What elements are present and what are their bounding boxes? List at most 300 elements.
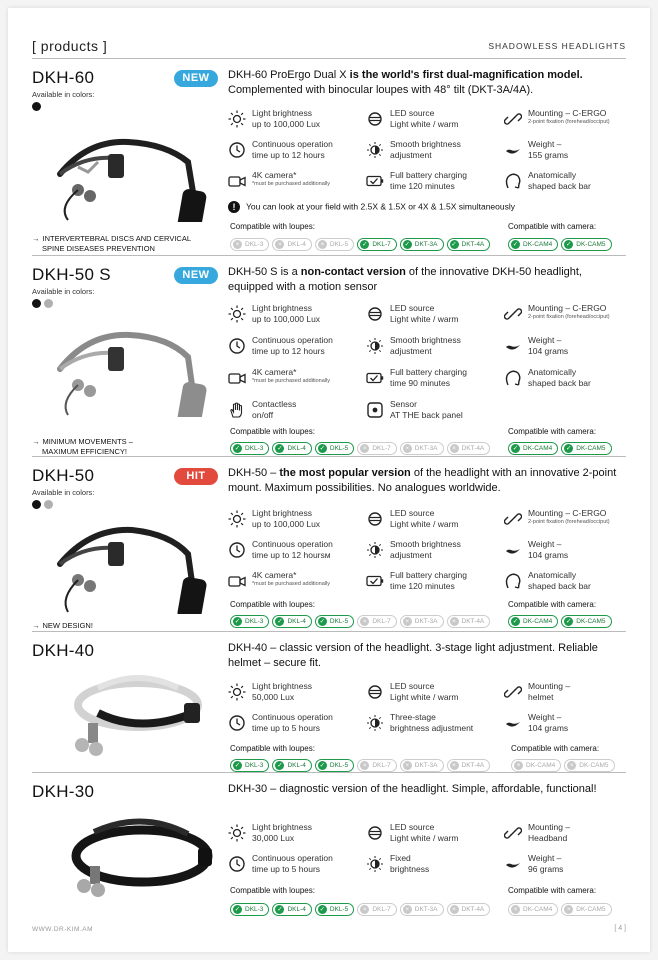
- clock-icon: [228, 855, 246, 873]
- feature-text: [528, 367, 591, 389]
- feature-line-1: Continuous operation: [252, 139, 333, 149]
- compatible-loupes-list: [230, 238, 490, 251]
- cross-icon: ×: [511, 905, 520, 914]
- feature-text: [252, 570, 330, 588]
- feature-clock: [228, 335, 363, 365]
- compat-pill-label: DKL-7: [372, 618, 391, 625]
- exclamation-icon: !: [228, 201, 240, 213]
- product-description: DKH-40 – classic version of the headlight. 3-stage light adjustment. Reliable helmet – secure fit.: [228, 642, 598, 670]
- headlight-photo: [38, 112, 218, 222]
- feature-line-2: adjustment: [390, 150, 432, 161]
- feature-line-2: helmet: [528, 692, 554, 703]
- feature-line-1: Mounting – C-ERGO: [528, 303, 607, 313]
- feature-brightness: [228, 681, 363, 711]
- feature-weight: [504, 539, 639, 569]
- compat-pill-label: DKL-5: [329, 762, 349, 769]
- led-icon: [366, 683, 384, 701]
- feature-line-1: Weight –: [528, 139, 562, 149]
- compatible-camera-list: [508, 615, 612, 628]
- feature-camera: [228, 570, 363, 600]
- compat-pill-label: DKL-4: [287, 618, 306, 625]
- feature-text: [528, 822, 570, 844]
- check-icon: ✓: [566, 618, 572, 625]
- compat-pill-dkl-3: [230, 442, 269, 455]
- feature-line-1: Weight –: [528, 853, 562, 863]
- feature-text: [390, 170, 467, 192]
- feature-text: [252, 399, 296, 421]
- feature-line-2: 155 grams: [528, 150, 569, 161]
- feature-battery: [366, 170, 501, 200]
- compat-pill-dk-cam5: [564, 759, 614, 772]
- compat-pill-dkt-3a: [400, 903, 444, 916]
- feature-line-2: on/off: [252, 410, 274, 421]
- compat-pill-dkl-4: [272, 238, 311, 251]
- feature-text: [528, 303, 610, 321]
- feature-line-2: time 120 minutes: [390, 181, 455, 192]
- feature-line-1: Continuous operation: [252, 712, 333, 722]
- cross-icon: ×: [403, 761, 412, 770]
- headlight-photo: [38, 663, 218, 763]
- feature-line-1: Weight –: [528, 712, 562, 722]
- compat-pill-dkt-3a: [400, 238, 444, 251]
- feature-mount: [504, 681, 639, 711]
- feature-line-2: 50,000 Lux: [252, 692, 295, 703]
- check-icon: ✓: [404, 241, 410, 248]
- feature-line-2: brightness adjustment: [390, 723, 474, 734]
- new-badge: NEW: [174, 70, 218, 87]
- product-note: → INTERVERTEBRAL DISCS AND CERVICAL SPINE DISEASES PREVENTION: [32, 234, 192, 253]
- feature-line-2: Headband: [528, 833, 568, 844]
- compat-pill-label: DK-CAM5: [576, 241, 606, 248]
- cross-icon: ×: [275, 240, 284, 249]
- cross-icon: ×: [360, 905, 369, 914]
- feature-footnote: 2-point fixation (forehead/occiput): [528, 314, 610, 321]
- feature-line-2: time up to 5 hours: [252, 723, 321, 734]
- feature-dimmer: [366, 139, 501, 169]
- feature-line-2: 30,000 Lux: [252, 833, 295, 844]
- led-icon: [366, 305, 384, 323]
- head-icon: [504, 369, 522, 387]
- weight-icon: [504, 855, 522, 873]
- compat-pill-dkt-3a: [400, 759, 444, 772]
- feature-camera: [228, 367, 363, 397]
- feature-clock: [228, 139, 363, 169]
- compat-pill-label: DKL-7: [372, 906, 391, 913]
- compat-pill-dkt-3a: [400, 615, 444, 628]
- mount-icon: [504, 305, 522, 323]
- feature-text: [528, 108, 610, 126]
- cross-icon: ×: [450, 444, 459, 453]
- led-icon: [366, 110, 384, 128]
- feature-line-1: Light brightness: [252, 508, 313, 518]
- compat-pill-dk-cam5: [561, 442, 611, 455]
- feature-line-2: time up to 12 hours: [252, 346, 325, 357]
- compat-pill-dkt-4a: [447, 759, 491, 772]
- compat-pill-dkl-4: [272, 615, 311, 628]
- feature-text: [528, 139, 568, 161]
- compat-pill-label: DK-CAM4: [523, 906, 553, 913]
- feature-line-1: Anatomically: [528, 170, 577, 180]
- feature-led: [366, 822, 501, 852]
- compatible-camera-list: [511, 759, 615, 772]
- compat-pill-dk-cam4: [508, 442, 558, 455]
- feature-footnote: 2-point fixation (forehead/occiput): [528, 119, 610, 126]
- sensor-icon: [366, 401, 384, 419]
- cross-icon: ×: [514, 761, 523, 770]
- compat-pill-dkl-3: [230, 759, 269, 772]
- cross-icon: ×: [403, 905, 412, 914]
- compat-pill-label: DK-CAM5: [576, 906, 606, 913]
- feature-led: [366, 108, 501, 138]
- compatible-loupes-list: [230, 442, 490, 455]
- feature-line-2: Light white / warm: [390, 119, 459, 130]
- compat-pill-label: DKT-3A: [414, 445, 438, 452]
- feature-text: [252, 853, 333, 875]
- head-icon: [504, 172, 522, 190]
- compat-pill-dkl-5: [315, 238, 354, 251]
- cross-icon: ×: [403, 617, 412, 626]
- feature-brightness: [228, 822, 363, 852]
- brightness-icon: [228, 110, 246, 128]
- compat-pill-dkl-7: [357, 759, 396, 772]
- feature-line-2: adjustment: [390, 346, 432, 357]
- feature-text: [252, 108, 320, 130]
- category-label: SHADOWLESS HEADLIGHTS: [488, 41, 626, 51]
- check-icon: ✓: [512, 618, 519, 625]
- mount-icon: [504, 683, 522, 701]
- feature-text: [390, 853, 429, 875]
- feature-led: [366, 508, 501, 538]
- led-icon: [366, 510, 384, 528]
- compat-pill-dkl-4: [272, 903, 311, 916]
- feature-text: [252, 712, 333, 734]
- feature-text: [528, 681, 570, 703]
- feature-line-2: up to 100,000 Lux: [252, 519, 321, 530]
- feature-line-2: time up to 12 hours: [252, 150, 325, 161]
- section-divider: [32, 255, 626, 256]
- compat-pill-label: DKT-4A: [461, 241, 485, 248]
- compat-pill-dkl-7: [357, 442, 396, 455]
- feature-text: [390, 399, 463, 421]
- feature-head: [504, 170, 639, 200]
- product-name: DKH-30: [32, 782, 95, 801]
- check-icon: ✓: [319, 445, 326, 452]
- feature-text: [252, 170, 330, 188]
- compatible-camera-label: Compatible with camera:: [511, 744, 600, 753]
- cross-icon: ×: [564, 905, 573, 914]
- weight-icon: [504, 541, 522, 559]
- feature-text: [390, 303, 459, 325]
- compat-pill-dk-cam5: [561, 238, 611, 251]
- compat-pill-label: DKT-4A: [461, 618, 485, 625]
- compat-pill-label: DK-CAM4: [523, 618, 553, 625]
- feature-line-1: LED source: [390, 681, 435, 691]
- feature-dimmer: [366, 539, 501, 569]
- compatible-loupes-label: Compatible with loupes:: [230, 886, 315, 895]
- compatible-camera-list: [508, 238, 612, 251]
- check-icon: ✓: [277, 906, 283, 913]
- cross-icon: ×: [233, 240, 242, 249]
- new-badge: NEW: [174, 267, 218, 284]
- product-name: DKH-50 S: [32, 265, 111, 284]
- feature-weight: [504, 853, 639, 883]
- compat-pill-label: DKL-4: [287, 762, 306, 769]
- compatible-camera-label: Compatible with camera:: [508, 886, 597, 895]
- compatible-camera-label: Compatible with camera:: [508, 222, 597, 231]
- feature-text: [390, 335, 461, 357]
- feature-mount: [504, 108, 639, 138]
- product-description: DKH-50 S is a non-contact version of the innovative DKH-50 headlight, equipped with a motion sensor: [228, 266, 582, 294]
- product-name: DKH-40: [32, 641, 95, 660]
- cross-icon: ×: [567, 761, 576, 770]
- feature-text: [528, 539, 568, 561]
- compat-pill-label: DKL-3: [245, 618, 264, 625]
- compatible-loupes-list: [230, 759, 490, 772]
- product-description: DKH-30 – diagnostic version of the headlight. Simple, affordable, functional!: [228, 783, 597, 795]
- feature-text: [252, 335, 333, 357]
- compat-pill-dk-cam4: [508, 615, 558, 628]
- section-divider: [32, 772, 626, 773]
- available-colors-label: Available in colors:: [32, 90, 95, 99]
- compatible-camera-list: [508, 903, 612, 916]
- compat-pill-label: DKL-4: [287, 906, 306, 913]
- clock-icon: [228, 714, 246, 732]
- feature-line-1: LED source: [390, 508, 435, 518]
- feature-weight: [504, 712, 639, 742]
- brightness-icon: [228, 683, 246, 701]
- check-icon: ✓: [234, 445, 241, 452]
- compat-pill-dk-cam4: [511, 759, 561, 772]
- weight-icon: [504, 141, 522, 159]
- feature-camera: [228, 170, 363, 200]
- feature-footnote: 2-point fixation (forehead/occiput): [528, 519, 610, 526]
- feature-line-1: Continuous operation: [252, 853, 333, 863]
- compat-pill-label: DKT-4A: [461, 762, 485, 769]
- compat-pill-label: DKT-3A: [414, 618, 438, 625]
- product-description: DKH-50 – the most popular version of the headlight with an innovative 2-point mount. Maximum possibilities. No analogues worldwide.: [228, 467, 617, 495]
- hand-icon: [228, 401, 246, 419]
- head-icon: [504, 572, 522, 590]
- dimmer-icon: [366, 855, 384, 873]
- compat-pill-label: DKL-5: [329, 241, 349, 248]
- website-url: WWW.DR-KIM.AM: [32, 926, 94, 933]
- feature-line-1: Light brightness: [252, 681, 313, 691]
- check-icon: ✓: [512, 445, 519, 452]
- feature-text: [252, 822, 312, 844]
- feature-head: [504, 367, 639, 397]
- feature-text: [390, 570, 467, 592]
- dimmer-icon: [366, 337, 384, 355]
- feature-line-1: LED source: [390, 303, 435, 313]
- compatible-loupes-label: Compatible with loupes:: [230, 427, 315, 436]
- product-name: DKH-50: [32, 466, 95, 485]
- compat-pill-label: DKL-5: [329, 618, 349, 625]
- simultaneous-view-notice: ! You can look at your field with 2.5X & 1.5X or 4X & 1.5X simultaneously: [228, 201, 515, 213]
- feature-line-1: Smooth brightness: [390, 139, 461, 149]
- cross-icon: ×: [360, 617, 369, 626]
- compat-pill-label: DKL-7: [372, 762, 391, 769]
- compat-pill-dkl-3: [230, 903, 269, 916]
- headlight-photo: [38, 804, 218, 904]
- compat-pill-label: DKL-3: [245, 445, 264, 452]
- feature-dimmer: [366, 335, 501, 365]
- check-icon: ✓: [566, 445, 572, 452]
- page-section-title: [ products ]: [32, 38, 108, 54]
- feature-text: [252, 508, 320, 530]
- compat-pill-label: DKT-3A: [414, 241, 438, 248]
- compat-pill-label: DK-CAM4: [526, 762, 556, 769]
- hit-badge: HIT: [174, 468, 218, 485]
- feature-line-2: time 120 minutes: [390, 581, 455, 592]
- feature-line-1: Light brightness: [252, 303, 313, 313]
- check-icon: ✓: [566, 241, 572, 248]
- compat-pill-label: DKT-3A: [414, 762, 438, 769]
- feature-line-2: brightness: [390, 864, 430, 875]
- compat-pill-label: DKT-3A: [414, 906, 438, 913]
- compatible-loupes-list: [230, 903, 490, 916]
- compat-pill-dkl-4: [272, 759, 311, 772]
- compat-pill-dkl-5: [315, 442, 354, 455]
- feature-mount: [504, 303, 639, 333]
- compat-pill-label: DKT-4A: [461, 445, 485, 452]
- feature-text: [252, 681, 312, 703]
- compatible-loupes-label: Compatible with loupes:: [230, 600, 315, 609]
- mount-icon: [504, 510, 522, 528]
- feature-text: [390, 508, 459, 530]
- feature-line-2: up to 100,000 Lux: [252, 314, 321, 325]
- check-icon: ✓: [234, 762, 241, 769]
- compat-pill-dkl-7: [357, 903, 396, 916]
- feature-text: [390, 367, 467, 389]
- mount-icon: [504, 110, 522, 128]
- headlight-photo: [38, 307, 218, 417]
- feature-line-1: Anatomically: [528, 570, 577, 580]
- check-icon: ✓: [451, 241, 457, 248]
- compat-pill-dkl-7: [357, 238, 396, 251]
- check-icon: ✓: [319, 762, 326, 769]
- clock-icon: [228, 541, 246, 559]
- clock-icon: [228, 141, 246, 159]
- feature-text: [252, 303, 320, 325]
- feature-line-1: Full battery charging: [390, 170, 468, 180]
- mount-icon: [504, 824, 522, 842]
- feature-line-1: Mounting –: [528, 822, 571, 832]
- cross-icon: ×: [360, 761, 369, 770]
- feature-text: [252, 539, 333, 561]
- compat-pill-label: DK-CAM5: [576, 618, 606, 625]
- product-note: → NEW DESIGN!: [32, 621, 93, 630]
- product-name: DKH-60: [32, 68, 95, 87]
- feature-text: [390, 539, 461, 561]
- feature-led: [366, 681, 501, 711]
- brightness-icon: [228, 305, 246, 323]
- feature-line-1: Weight –: [528, 539, 562, 549]
- feature-line-2: 104 grams: [528, 346, 569, 357]
- check-icon: ✓: [277, 445, 283, 452]
- feature-line-1: Weight –: [528, 335, 562, 345]
- feature-text: [528, 712, 568, 734]
- feature-line-1: Mounting – C-ERGO: [528, 108, 607, 118]
- cross-icon: ×: [403, 444, 412, 453]
- feature-led: [366, 303, 501, 333]
- feature-line-2: shaped back bar: [528, 581, 591, 592]
- feature-line-2: Light white / warm: [390, 314, 459, 325]
- feature-line-1: Mounting – C-ERGO: [528, 508, 607, 518]
- header-divider: [32, 58, 626, 59]
- feature-line-1: Anatomically: [528, 367, 577, 377]
- product-description: DKH-60 ProErgo Dual X is the world's first dual-magnification model. Complemented with binocular loupes with 48° tilt (DKT-3A/4A).: [228, 69, 583, 97]
- compat-pill-dkl-4: [272, 442, 311, 455]
- feature-line-2: Light white / warm: [390, 519, 459, 530]
- feature-line-1: Contactless: [252, 399, 297, 409]
- available-colors-label: Available in colors:: [32, 287, 95, 296]
- feature-weight: [504, 139, 639, 169]
- compat-pill-label: DKL-3: [245, 241, 264, 248]
- feature-footnote: *must be purchased additionally: [252, 378, 330, 385]
- feature-line-2: 96 grams: [528, 864, 564, 875]
- feature-dimmer: [366, 853, 501, 883]
- brightness-icon: [228, 824, 246, 842]
- feature-line-1: Three-stage: [390, 712, 436, 722]
- compat-pill-dkl-5: [315, 903, 354, 916]
- feature-head: [504, 570, 639, 600]
- compat-pill-dk-cam4: [508, 903, 558, 916]
- feature-text: [390, 822, 459, 844]
- feature-footnote: *must be purchased additionally: [252, 181, 330, 188]
- camera-icon: [228, 172, 246, 190]
- feature-text: [390, 108, 459, 130]
- dimmer-icon: [366, 541, 384, 559]
- compatible-loupes-list: [230, 615, 490, 628]
- compat-pill-label: DKL-7: [372, 241, 391, 248]
- compatible-camera-label: Compatible with camera:: [508, 427, 597, 436]
- weight-icon: [504, 714, 522, 732]
- camera-icon: [228, 572, 246, 590]
- color-swatch-black: [32, 102, 41, 111]
- feature-line-2: 104 grams: [528, 550, 569, 561]
- feature-line-1: Continuous operation: [252, 335, 333, 345]
- compat-pill-label: DKL-3: [245, 762, 264, 769]
- feature-line-1: 4K camera*: [252, 570, 297, 580]
- compat-pill-dkl-3: [230, 238, 269, 251]
- dimmer-icon: [366, 714, 384, 732]
- feature-mount: [504, 822, 639, 852]
- compat-pill-dk-cam5: [561, 615, 611, 628]
- compat-pill-label: DK-CAM4: [523, 241, 553, 248]
- cross-icon: ×: [450, 617, 459, 626]
- check-icon: ✓: [362, 241, 368, 248]
- feature-line-1: Light brightness: [252, 108, 313, 118]
- feature-text: [528, 170, 591, 192]
- feature-line-1: LED source: [390, 108, 435, 118]
- feature-line-1: Fixed: [390, 853, 411, 863]
- compat-pill-label: DKL-4: [287, 241, 306, 248]
- dimmer-icon: [366, 141, 384, 159]
- feature-sensor: [366, 399, 501, 429]
- clock-icon: [228, 337, 246, 355]
- check-icon: ✓: [234, 618, 241, 625]
- feature-text: [252, 139, 333, 161]
- feature-line-2: time up to 5 hours: [252, 864, 321, 875]
- feature-line-1: Sensor: [390, 399, 417, 409]
- feature-line-2: 104 grams: [528, 723, 569, 734]
- feature-line-1: Full battery charging: [390, 367, 468, 377]
- feature-line-2: time up to 12 hoursм: [252, 550, 331, 561]
- feature-hand: [228, 399, 363, 429]
- compat-pill-dkt-4a: [447, 615, 491, 628]
- section-divider: [32, 631, 626, 632]
- compat-pill-label: DKL-7: [372, 445, 391, 452]
